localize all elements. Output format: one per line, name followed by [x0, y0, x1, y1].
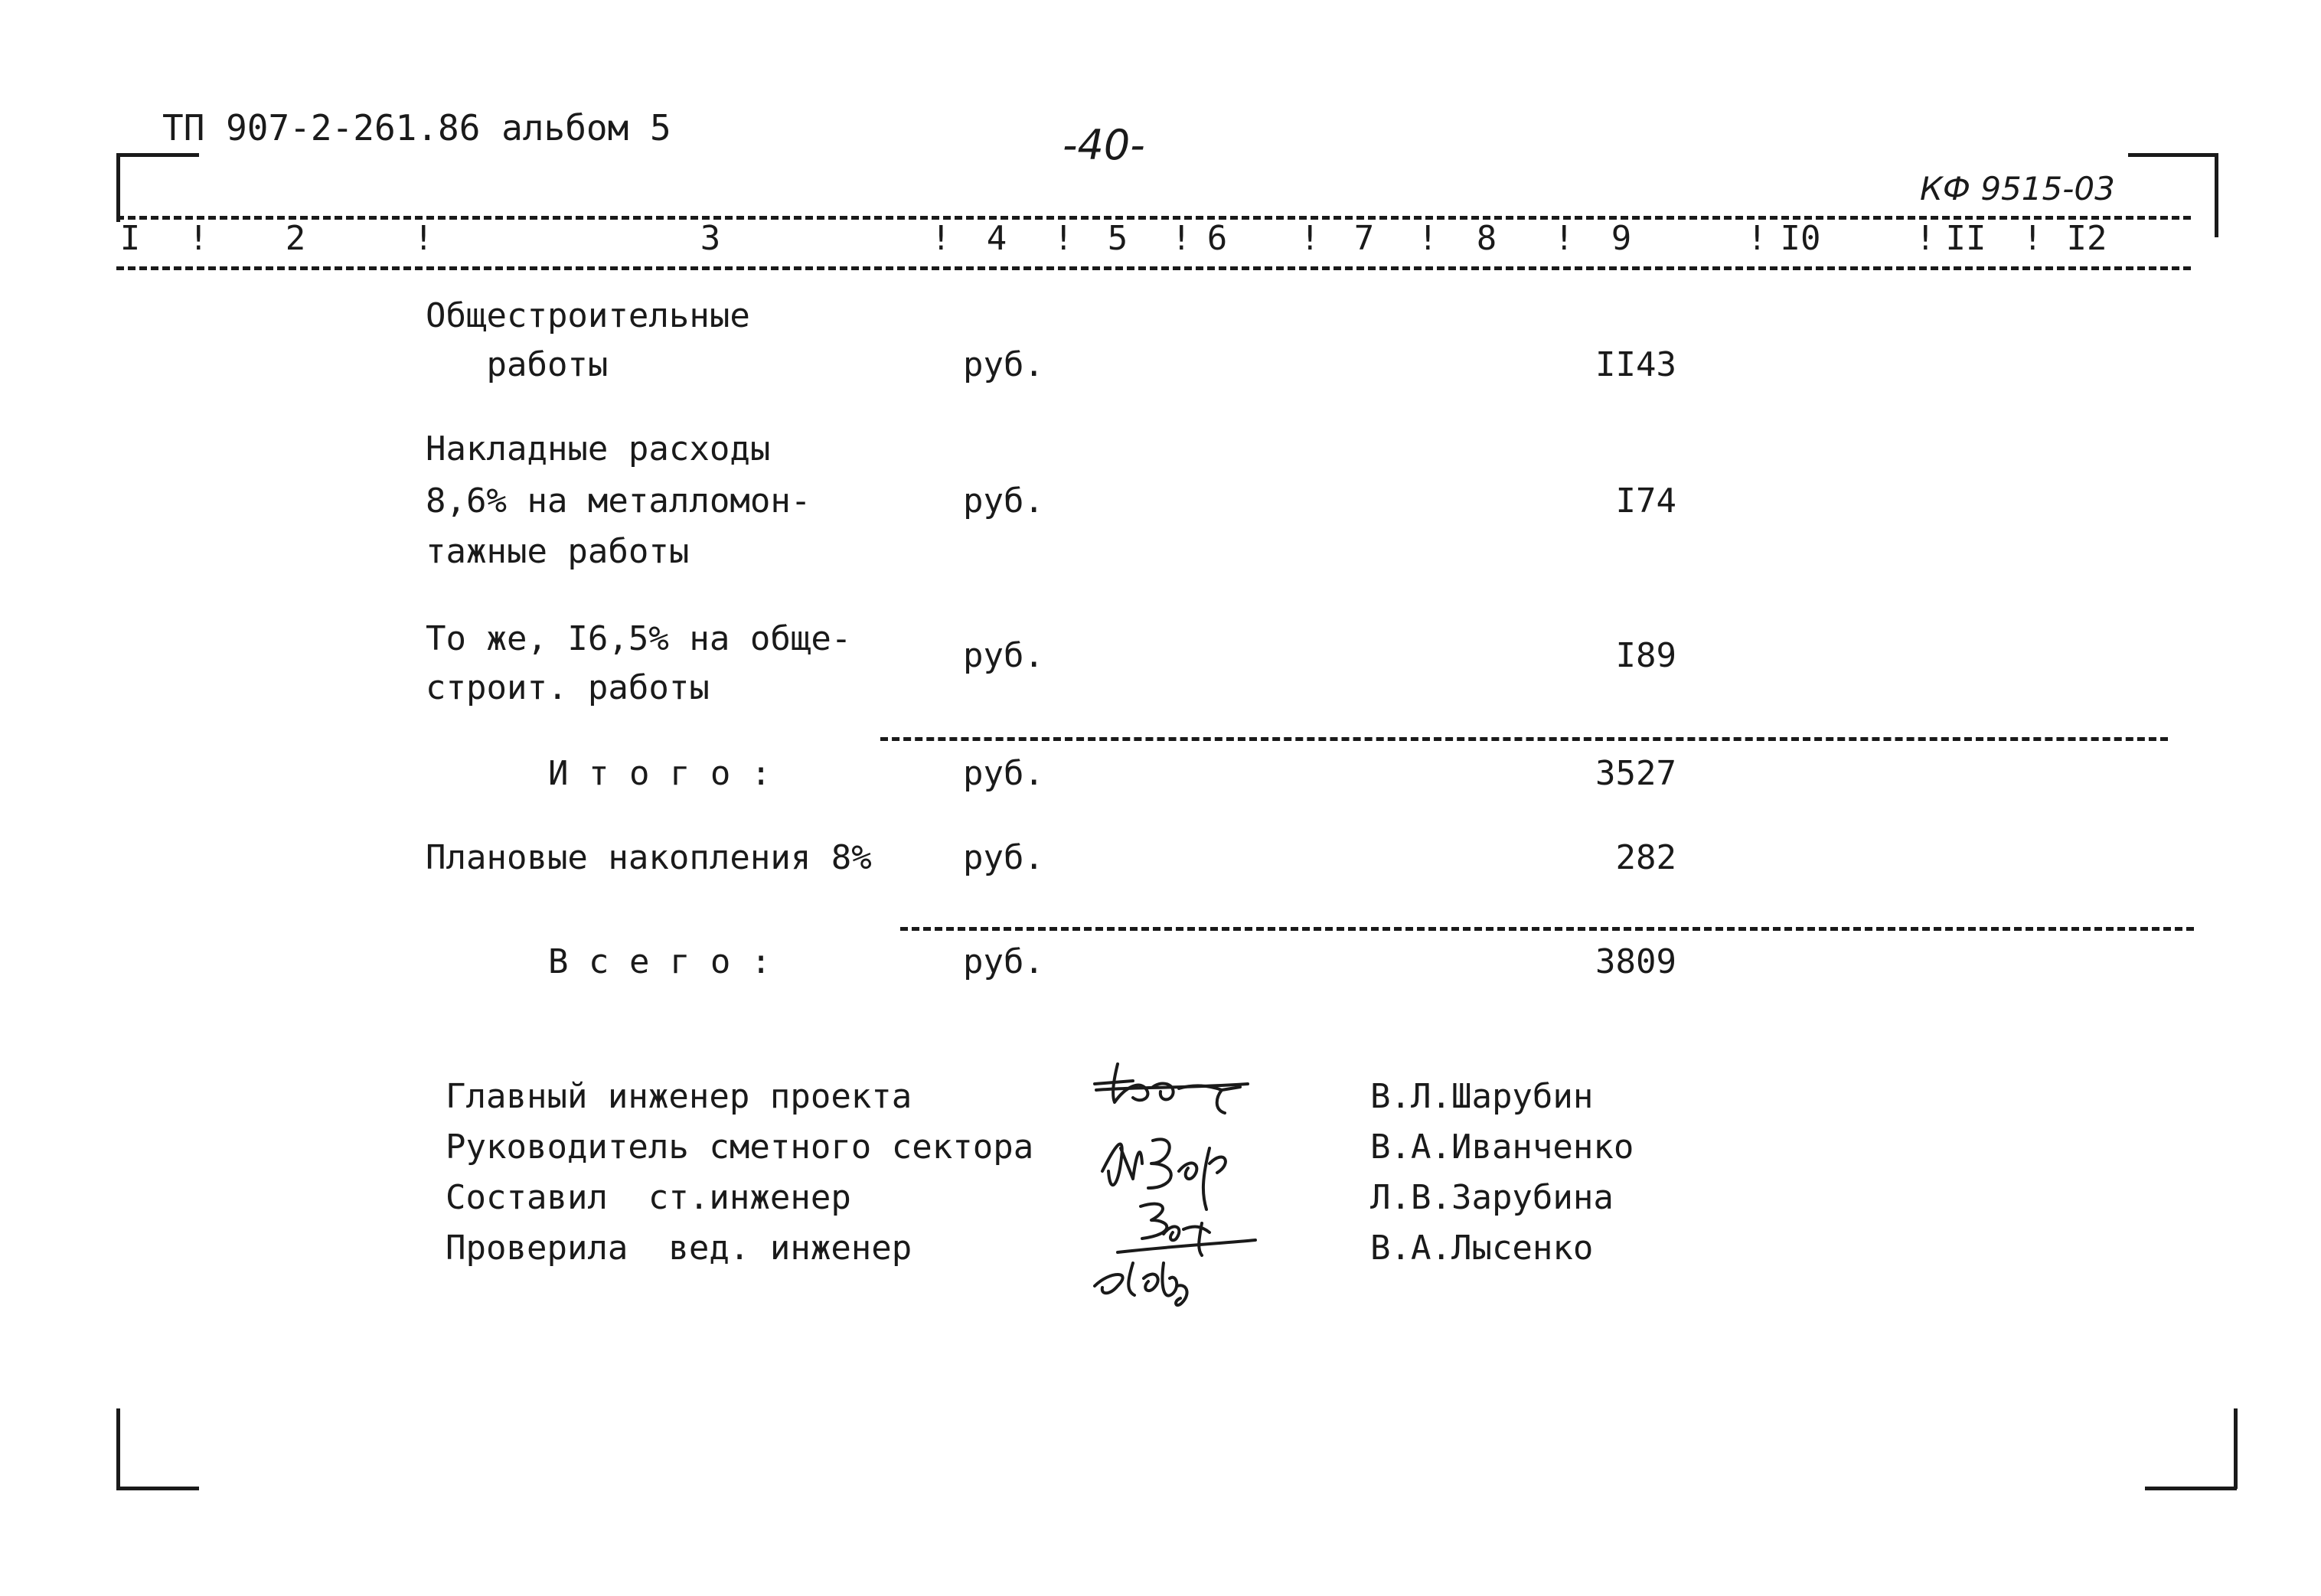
unit-cell: руб.: [963, 754, 1044, 793]
column-separator: !: [1747, 219, 1768, 258]
frame-bottom-left-line: [116, 1487, 199, 1490]
column-separator: !: [1171, 219, 1192, 258]
frame-bottom-right-line: [2145, 1487, 2237, 1490]
column-number: I: [119, 219, 141, 258]
cost-item-name: 8,6% на металломон-: [426, 481, 811, 521]
cost-item-name: строит. работы: [426, 668, 710, 707]
column-number: 9: [1611, 219, 1632, 258]
signatory-name: Л.В.Зарубина: [1370, 1178, 1614, 1217]
frame-top-left-line: [116, 153, 199, 157]
cost-item-name: Общестроительные: [426, 296, 750, 335]
handwritten-signatures: [1087, 1056, 1317, 1317]
column-separator: !: [1053, 219, 1074, 258]
unit-cell: руб.: [963, 345, 1044, 384]
column-number: I2: [2066, 219, 2107, 258]
column-number: 4: [986, 219, 1007, 258]
signatory-role: Проверила вед. инженер: [446, 1229, 912, 1268]
column-separator: !: [1418, 219, 1438, 258]
column-separator: !: [1300, 219, 1320, 258]
column-separator: !: [2022, 219, 2043, 258]
column-separator: !: [1915, 219, 1936, 258]
document-code: ТП 907-2-261.86 альбом 5: [162, 107, 671, 149]
column-number: 2: [285, 219, 306, 258]
signatory-role: Главный инженер проекта: [446, 1077, 912, 1116]
value-cell: II43: [1595, 345, 1676, 384]
unit-cell: руб.: [963, 636, 1044, 675]
signatory-name: В.А.Лысенко: [1370, 1229, 1594, 1268]
column-separator: !: [1554, 219, 1575, 258]
cost-item-name: тажные работы: [426, 532, 690, 571]
frame-right-tick: [2215, 153, 2218, 237]
cost-item-name: Накладные расходы: [426, 429, 771, 468]
signatory-name: В.Л.Шарубин: [1370, 1077, 1594, 1116]
frame-bottom-left-vertical: [116, 1408, 120, 1489]
unit-cell: руб.: [963, 942, 1044, 981]
value-cell: 3809: [1595, 942, 1676, 981]
subtotal-label: И т о г о :: [548, 754, 772, 793]
value-cell: 282: [1615, 838, 1676, 877]
column-separator: !: [931, 219, 952, 258]
frame-bottom-right-vertical: [2234, 1408, 2238, 1489]
total-rule: [900, 927, 2194, 931]
column-number: 5: [1107, 219, 1128, 258]
column-number: I0: [1780, 219, 1821, 258]
column-separator: !: [413, 219, 434, 258]
column-number: 6: [1206, 219, 1228, 258]
cost-item-name: работы: [426, 345, 609, 384]
signatory-name: В.А.Иванченко: [1370, 1128, 1634, 1167]
frame-left-tick: [116, 153, 120, 222]
value-cell: I89: [1615, 636, 1676, 675]
total-label: В с е г о :: [548, 942, 772, 981]
signatory-role: Составил ст.инженер: [446, 1178, 851, 1217]
signatory-role: Руководитель сметного сектора: [446, 1128, 1034, 1167]
column-number: 3: [700, 219, 721, 258]
column-number: 7: [1353, 219, 1375, 258]
unit-cell: руб.: [963, 481, 1044, 521]
subtotal-rule: [880, 737, 2168, 741]
sheet-code: КФ 9515-03: [1920, 170, 2115, 207]
column-separator: !: [188, 219, 209, 258]
unit-cell: руб.: [963, 838, 1044, 877]
column-number: 8: [1476, 219, 1497, 258]
frame-top-right-line: [2128, 153, 2218, 157]
column-number: II: [1945, 219, 1986, 258]
value-cell: 3527: [1595, 754, 1676, 793]
page-number: -40-: [1063, 121, 1145, 169]
value-cell: I74: [1615, 481, 1676, 521]
planned-savings-label: Плановые накопления 8%: [426, 838, 872, 877]
column-header-bottom-rule: [116, 266, 2191, 270]
cost-item-name: То же, I6,5% на обще-: [426, 619, 852, 658]
